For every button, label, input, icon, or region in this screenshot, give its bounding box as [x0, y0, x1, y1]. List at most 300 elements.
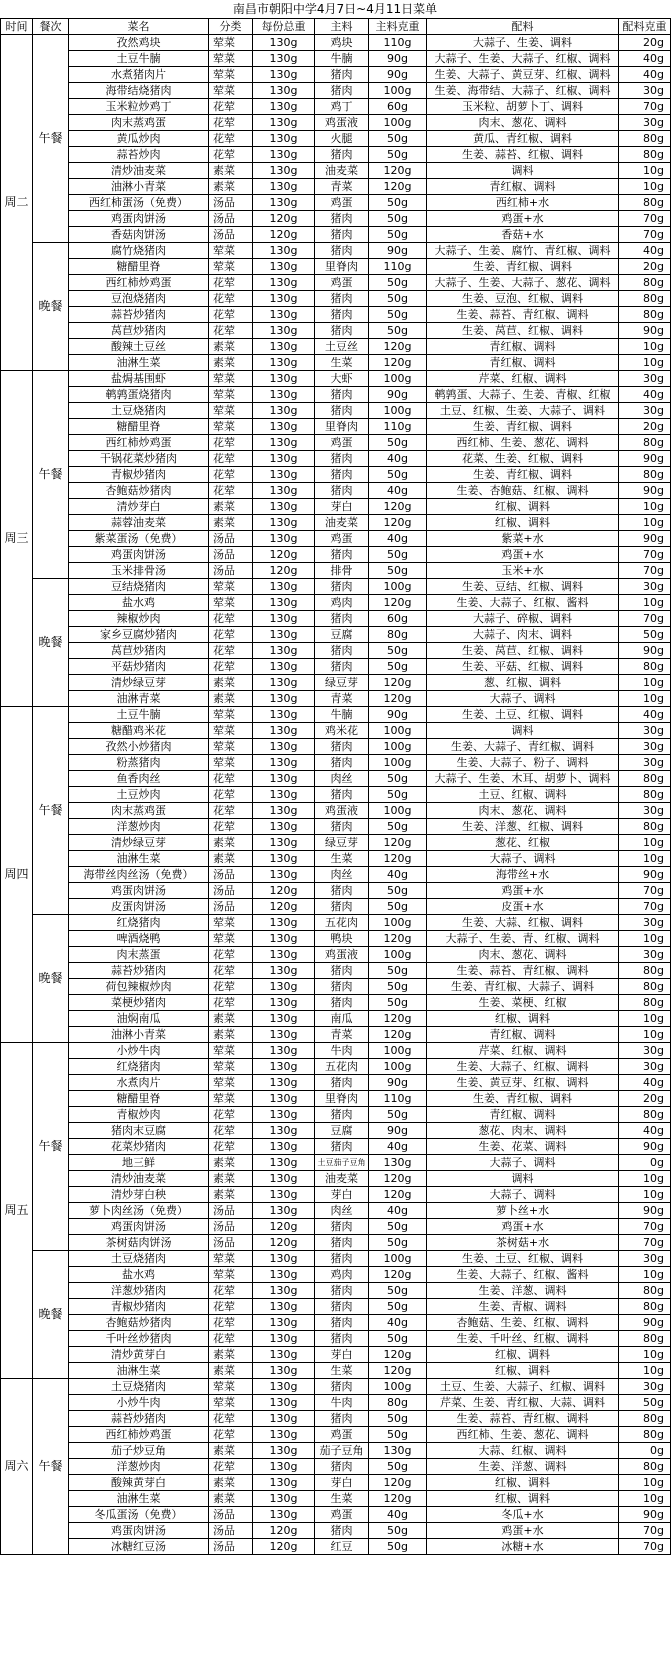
header-side-weight: 配料克重: [619, 19, 671, 35]
dish-side-weight: 70g: [619, 1235, 671, 1251]
dish-side-ingredients: 皮蛋+水: [427, 899, 619, 915]
dish-side-ingredients: 西红柿、生姜、葱花、调料: [427, 1427, 619, 1443]
table-row: [1, 979, 671, 995]
dish-main-weight: 120g: [369, 163, 427, 179]
dish-name: 香菇肉饼汤: [69, 227, 209, 243]
dish-name: 花菜炒猪肉: [69, 1139, 209, 1155]
dish-main-weight: 50g: [369, 1459, 427, 1475]
dish-main-weight: 50g: [369, 979, 427, 995]
dish-main-weight: 50g: [369, 963, 427, 979]
dish-category: 素菜: [209, 1363, 253, 1379]
meal-cell: 晚餐: [33, 915, 69, 1043]
dish-total-weight: 130g: [253, 915, 315, 931]
header-time: 时间: [1, 19, 33, 35]
dish-side-weight: 10g: [619, 1363, 671, 1379]
dish-total-weight: 130g: [253, 627, 315, 643]
dish-total-weight: 130g: [253, 387, 315, 403]
dish-side-weight: 20g: [619, 35, 671, 51]
table-row: [1, 851, 671, 867]
dish-side-ingredients: 海带丝+水: [427, 867, 619, 883]
dish-category: 素菜: [209, 515, 253, 531]
dish-side-ingredients: 葱花、红椒: [427, 835, 619, 851]
dish-main-weight: 50g: [369, 1107, 427, 1123]
dish-main-weight: 50g: [369, 819, 427, 835]
dish-total-weight: 130g: [253, 867, 315, 883]
header-side-ingredients: 配料: [427, 19, 619, 35]
dish-side-weight: 30g: [619, 403, 671, 419]
dish-name: 红烧猪肉: [69, 915, 209, 931]
table-row: [1, 1411, 671, 1427]
dish-total-weight: 130g: [253, 1379, 315, 1395]
dish-main-weight: 120g: [369, 339, 427, 355]
dish-category: 素菜: [209, 1171, 253, 1187]
dish-name: 酸辣土豆丝: [69, 339, 209, 355]
dish-total-weight: 130g: [253, 1395, 315, 1411]
dish-name: 黄瓜炒肉: [69, 131, 209, 147]
dish-total-weight: 130g: [253, 835, 315, 851]
dish-main-weight: 50g: [369, 291, 427, 307]
dish-side-ingredients: 鸡蛋+水: [427, 1219, 619, 1235]
dish-name: 鸡蛋肉饼汤: [69, 211, 209, 227]
dish-category: 花荤: [209, 819, 253, 835]
dish-name: 茶树菇肉饼汤: [69, 1235, 209, 1251]
dish-total-weight: 130g: [253, 1187, 315, 1203]
dish-main-ingredient: 猪肉: [315, 547, 369, 563]
dish-side-ingredients: 鸡蛋+水: [427, 211, 619, 227]
dish-side-ingredients: 调料: [427, 723, 619, 739]
dish-main-ingredient: 南瓜: [315, 1011, 369, 1027]
menu-title: 南昌市朝阳中学4月7日~4月11日菜单: [232, 2, 438, 16]
dish-name: 青椒炒猪肉: [69, 467, 209, 483]
dish-main-weight: 100g: [369, 1059, 427, 1075]
dish-name: 豆泡烧猪肉: [69, 291, 209, 307]
dish-main-ingredient: 鸭块: [315, 931, 369, 947]
dish-total-weight: 130g: [253, 291, 315, 307]
dish-category: 素菜: [209, 179, 253, 195]
dish-category: 汤品: [209, 1235, 253, 1251]
dish-side-ingredients: 生姜、洋葱、调料: [427, 1283, 619, 1299]
dish-side-ingredients: 玉米+水: [427, 563, 619, 579]
dish-side-ingredients: 生姜、花菜、调料: [427, 1139, 619, 1155]
dish-total-weight: 130g: [253, 1043, 315, 1059]
dish-total-weight: 130g: [253, 531, 315, 547]
dish-category: 汤品: [209, 211, 253, 227]
table-row: [1, 995, 671, 1011]
dish-main-ingredient: 猪肉: [315, 899, 369, 915]
dish-main-ingredient: 肉丝: [315, 867, 369, 883]
dish-name: 糖醋鸡米花: [69, 723, 209, 739]
dish-name: 水煮猪肉片: [69, 67, 209, 83]
dish-category: 汤品: [209, 227, 253, 243]
dish-category: 花荤: [209, 1299, 253, 1315]
dish-side-weight: 80g: [619, 1427, 671, 1443]
dish-main-ingredient: 油麦菜: [315, 515, 369, 531]
dish-name: 清炒芽白: [69, 499, 209, 515]
dish-category: 素菜: [209, 163, 253, 179]
dish-name: 青椒炒肉: [69, 1107, 209, 1123]
dish-name: 糖醋里脊: [69, 259, 209, 275]
dish-side-weight: 90g: [619, 867, 671, 883]
dish-side-weight: 90g: [619, 1203, 671, 1219]
dish-side-weight: 40g: [619, 67, 671, 83]
dish-side-weight: 30g: [619, 803, 671, 819]
dish-side-weight: 50g: [619, 1395, 671, 1411]
dish-name: 蒜苔炒猪肉: [69, 963, 209, 979]
dish-total-weight: 130g: [253, 819, 315, 835]
dish-main-ingredient: 土豆丝: [315, 339, 369, 355]
table-row: [1, 531, 671, 547]
dish-main-weight: 50g: [369, 899, 427, 915]
dish-main-ingredient: 猪肉: [315, 1315, 369, 1331]
dish-side-weight: 10g: [619, 515, 671, 531]
dish-category: 花荤: [209, 787, 253, 803]
day-cell: 周五: [1, 1043, 33, 1379]
dish-side-ingredients: 红椒、调料: [427, 1363, 619, 1379]
table-row: [1, 323, 671, 339]
dish-total-weight: 130g: [253, 147, 315, 163]
dish-name: 干锅花菜炒猪肉: [69, 451, 209, 467]
dish-main-ingredient: 鸡蛋: [315, 435, 369, 451]
table-row: [1, 1507, 671, 1523]
dish-name: 油淋生菜: [69, 851, 209, 867]
dish-side-weight: 30g: [619, 739, 671, 755]
dish-side-ingredients: 大蒜子、调料: [427, 691, 619, 707]
dish-main-weight: 120g: [369, 675, 427, 691]
dish-main-weight: 50g: [369, 643, 427, 659]
table-row: [1, 1011, 671, 1027]
dish-side-weight: 80g: [619, 1299, 671, 1315]
table-row: [1, 1315, 671, 1331]
dish-total-weight: 130g: [253, 851, 315, 867]
dish-main-weight: 50g: [369, 1331, 427, 1347]
dish-main-ingredient: 猪肉: [315, 483, 369, 499]
dish-name: 土豆烧猪肉: [69, 1251, 209, 1267]
dish-category: 荤菜: [209, 1379, 253, 1395]
dish-name: 辣椒炒肉: [69, 611, 209, 627]
dish-main-ingredient: 鸡肉: [315, 1267, 369, 1283]
dish-category: 荤菜: [209, 1075, 253, 1091]
dish-side-weight: 70g: [619, 1219, 671, 1235]
table-row: [1, 275, 671, 291]
dish-side-weight: 10g: [619, 675, 671, 691]
dish-side-weight: 40g: [619, 1123, 671, 1139]
dish-name: 小炒牛肉: [69, 1043, 209, 1059]
dish-side-weight: 80g: [619, 979, 671, 995]
dish-category: 花荤: [209, 323, 253, 339]
dish-side-weight: 80g: [619, 819, 671, 835]
table-row: [1, 1187, 671, 1203]
dish-side-weight: 80g: [619, 291, 671, 307]
dish-category: 荤菜: [209, 243, 253, 259]
dish-main-ingredient: 猪肉: [315, 67, 369, 83]
dish-side-ingredients: 红椒、调料: [427, 1475, 619, 1491]
table-row: [1, 355, 671, 371]
dish-main-weight: 40g: [369, 451, 427, 467]
dish-side-weight: 80g: [619, 1459, 671, 1475]
dish-main-ingredient: 猪肉: [315, 1251, 369, 1267]
dish-category: 荤菜: [209, 755, 253, 771]
dish-name: 土豆牛腩: [69, 51, 209, 67]
dish-total-weight: 130g: [253, 1107, 315, 1123]
table-row: [1, 1491, 671, 1507]
dish-main-weight: 50g: [369, 995, 427, 1011]
dish-total-weight: 130g: [253, 307, 315, 323]
dish-main-ingredient: 猪肉: [315, 307, 369, 323]
dish-total-weight: 130g: [253, 499, 315, 515]
table-header: [1, 19, 671, 35]
table-row: [1, 1363, 671, 1379]
dish-main-weight: 100g: [369, 403, 427, 419]
dish-name: 小炒牛肉: [69, 1395, 209, 1411]
dish-main-weight: 120g: [369, 355, 427, 371]
dish-side-ingredients: 红椒、调料: [427, 1491, 619, 1507]
dish-main-ingredient: 鸡丁: [315, 99, 369, 115]
meal-cell: 午餐: [33, 35, 69, 243]
dish-category: 荤菜: [209, 1091, 253, 1107]
dish-main-ingredient: 猪肉: [315, 1331, 369, 1347]
table-row: [1, 899, 671, 915]
table-row: [1, 1091, 671, 1107]
dish-name: 千叶丝炒猪肉: [69, 1331, 209, 1347]
dish-side-weight: 30g: [619, 371, 671, 387]
dish-total-weight: 130g: [253, 691, 315, 707]
dish-total-weight: 120g: [253, 563, 315, 579]
dish-category: 素菜: [209, 339, 253, 355]
dish-side-weight: 70g: [619, 1539, 671, 1555]
table-row: [1, 339, 671, 355]
dish-main-ingredient: 青菜: [315, 1027, 369, 1043]
dish-name: 鱼香肉丝: [69, 771, 209, 787]
dish-main-weight: 50g: [369, 307, 427, 323]
dish-main-weight: 50g: [369, 195, 427, 211]
dish-main-weight: 40g: [369, 1203, 427, 1219]
dish-main-ingredient: 牛腩: [315, 707, 369, 723]
dish-side-weight: 10g: [619, 1011, 671, 1027]
dish-name: 西红柿炒鸡蛋: [69, 1427, 209, 1443]
dish-total-weight: 130g: [253, 1075, 315, 1091]
dish-main-weight: 50g: [369, 771, 427, 787]
table-row: [1, 243, 671, 259]
dish-main-ingredient: 猪肉: [315, 883, 369, 899]
dish-name: 冬瓜蛋汤（免费）: [69, 1507, 209, 1523]
dish-name: 土豆牛腩: [69, 707, 209, 723]
dish-main-ingredient: 油麦菜: [315, 163, 369, 179]
header-main-ingredient: 主料: [315, 19, 369, 35]
dish-main-ingredient: 绿豆芽: [315, 835, 369, 851]
dish-main-weight: 50g: [369, 563, 427, 579]
dish-category: 荤菜: [209, 67, 253, 83]
dish-name: 清炒绿豆芽: [69, 675, 209, 691]
table-row: [1, 1235, 671, 1251]
dish-main-ingredient: 鸡蛋: [315, 531, 369, 547]
dish-main-ingredient: 鸡蛋: [315, 195, 369, 211]
dish-total-weight: 130g: [253, 275, 315, 291]
dish-side-ingredients: 冬瓜+水: [427, 1507, 619, 1523]
dish-total-weight: 120g: [253, 1539, 315, 1555]
dish-side-ingredients: 青红椒、调料: [427, 179, 619, 195]
table-row: [1, 915, 671, 931]
dish-main-weight: 90g: [369, 387, 427, 403]
table-row: [1, 611, 671, 627]
dish-side-weight: 90g: [619, 531, 671, 547]
dish-category: 素菜: [209, 499, 253, 515]
dish-side-ingredients: 生姜、菜梗、红椒: [427, 995, 619, 1011]
dish-name: 蒜蓉油麦菜: [69, 515, 209, 531]
table-row: [1, 867, 671, 883]
table-row: [1, 595, 671, 611]
dish-main-ingredient: 牛腩: [315, 51, 369, 67]
dish-name: 平菇炒猪肉: [69, 659, 209, 675]
dish-category: 花荤: [209, 1411, 253, 1427]
dish-main-weight: 50g: [369, 787, 427, 803]
dish-main-ingredient: 鸡蛋: [315, 275, 369, 291]
dish-main-weight: 100g: [369, 1251, 427, 1267]
table-row: [1, 563, 671, 579]
dish-main-weight: 40g: [369, 531, 427, 547]
table-row: [1, 115, 671, 131]
dish-name: 青椒炒猪肉: [69, 1299, 209, 1315]
dish-main-ingredient: 猪肉: [315, 243, 369, 259]
dish-category: 荤菜: [209, 1059, 253, 1075]
dish-side-weight: 30g: [619, 755, 671, 771]
dish-total-weight: 130g: [253, 723, 315, 739]
dish-side-ingredients: 大蒜子、调料: [427, 1187, 619, 1203]
dish-side-weight: 80g: [619, 131, 671, 147]
dish-side-weight: 40g: [619, 707, 671, 723]
meal-cell: 午餐: [33, 371, 69, 579]
dish-main-ingredient: 猪肉: [315, 1523, 369, 1539]
dish-category: 素菜: [209, 1187, 253, 1203]
header-dish-name: 菜名: [69, 19, 209, 35]
dish-name: 肉末蒸蛋: [69, 947, 209, 963]
dish-category: 素菜: [209, 1027, 253, 1043]
dish-main-weight: 90g: [369, 51, 427, 67]
dish-main-weight: 50g: [369, 1219, 427, 1235]
dish-side-ingredients: 黄瓜、青红椒、调料: [427, 131, 619, 147]
dish-side-weight: 80g: [619, 275, 671, 291]
dish-name: 菜梗炒猪肉: [69, 995, 209, 1011]
dish-total-weight: 120g: [253, 1523, 315, 1539]
dish-main-weight: 130g: [369, 1443, 427, 1459]
dish-side-ingredients: 大蒜子、生姜、青、红椒、调料: [427, 931, 619, 947]
dish-total-weight: 130g: [253, 1283, 315, 1299]
dish-name: 糖醋里脊: [69, 1091, 209, 1107]
dish-name: 莴苣炒猪肉: [69, 323, 209, 339]
dish-category: 汤品: [209, 531, 253, 547]
meal-cell: 晚餐: [33, 243, 69, 371]
dish-main-ingredient: 芽白: [315, 1187, 369, 1203]
meal-cell: 晚餐: [33, 1251, 69, 1379]
dish-main-ingredient: 生菜: [315, 851, 369, 867]
dish-name: 杏鲍菇炒猪肉: [69, 1315, 209, 1331]
table-row: [1, 1395, 671, 1411]
dish-main-weight: 40g: [369, 1139, 427, 1155]
table-row: [1, 1059, 671, 1075]
dish-main-ingredient: 猪肉: [315, 755, 369, 771]
dish-side-ingredients: 生姜、大蒜子、青红椒、调料: [427, 739, 619, 755]
dish-side-ingredients: 花菜、生姜、红椒、调料: [427, 451, 619, 467]
dish-side-weight: 30g: [619, 915, 671, 931]
dish-category: 汤品: [209, 195, 253, 211]
dish-total-weight: 130g: [253, 979, 315, 995]
table-row: [1, 819, 671, 835]
dish-side-ingredients: 鹌鹑蛋、大蒜子、生姜、青椒、红椒: [427, 387, 619, 403]
dish-main-weight: 100g: [369, 915, 427, 931]
dish-name: 啤酒烧鸭: [69, 931, 209, 947]
dish-side-weight: 40g: [619, 387, 671, 403]
dish-name: 盐焗基围虾: [69, 371, 209, 387]
dish-side-ingredients: 生姜、大蒜子、黄豆芽、红椒、调料: [427, 67, 619, 83]
dish-main-ingredient: 芽白: [315, 1347, 369, 1363]
dish-main-ingredient: 猪肉: [315, 659, 369, 675]
dish-main-ingredient: 猪肉: [315, 995, 369, 1011]
dish-side-ingredients: 西红柿、生姜、葱花、调料: [427, 435, 619, 451]
dish-category: 花荤: [209, 451, 253, 467]
header-row: [1, 19, 671, 35]
dish-category: 荤菜: [209, 35, 253, 51]
dish-side-ingredients: 生姜、豆结、红椒、调料: [427, 579, 619, 595]
table-row: [1, 739, 671, 755]
dish-main-ingredient: 鸡蛋液: [315, 947, 369, 963]
dish-side-weight: 40g: [619, 1075, 671, 1091]
dish-side-weight: 80g: [619, 307, 671, 323]
dish-total-weight: 130g: [253, 83, 315, 99]
dish-main-weight: 120g: [369, 931, 427, 947]
dish-name: 清炒油麦菜: [69, 1171, 209, 1187]
dish-main-weight: 50g: [369, 1283, 427, 1299]
dish-category: 素菜: [209, 1347, 253, 1363]
dish-total-weight: 130g: [253, 467, 315, 483]
dish-total-weight: 130g: [253, 1027, 315, 1043]
dish-category: 荤菜: [209, 707, 253, 723]
dish-total-weight: 130g: [253, 1443, 315, 1459]
dish-name: 鸡蛋肉饼汤: [69, 1219, 209, 1235]
table-row: [1, 211, 671, 227]
dish-category: 荤菜: [209, 1267, 253, 1283]
dish-total-weight: 130g: [253, 1123, 315, 1139]
dish-side-weight: 70g: [619, 227, 671, 243]
dish-main-ingredient: 鸡蛋液: [315, 115, 369, 131]
day-cell: 周六: [1, 1379, 33, 1555]
dish-name: 洋葱炒猪肉: [69, 1283, 209, 1299]
dish-total-weight: 130g: [253, 1299, 315, 1315]
dish-total-weight: 130g: [253, 483, 315, 499]
table-row: [1, 1475, 671, 1491]
dish-category: 素菜: [209, 851, 253, 867]
dish-name: 酸辣黄芽白: [69, 1475, 209, 1491]
dish-category: 荤菜: [209, 419, 253, 435]
dish-total-weight: 120g: [253, 1235, 315, 1251]
dish-side-weight: 70g: [619, 547, 671, 563]
table-row: [1, 579, 671, 595]
dish-name: 玉米粒炒鸡丁: [69, 99, 209, 115]
dish-main-ingredient: 肉丝: [315, 1203, 369, 1219]
dish-side-ingredients: 生姜、青红椒、调料: [427, 467, 619, 483]
dish-main-ingredient: 土豆茄子豆角: [315, 1155, 369, 1171]
dish-side-ingredients: 生姜、千叶丝、红椒、调料: [427, 1331, 619, 1347]
dish-name: 萝卜肉丝汤（免费）: [69, 1203, 209, 1219]
dish-main-ingredient: 排骨: [315, 563, 369, 579]
dish-total-weight: 130g: [253, 755, 315, 771]
dish-main-ingredient: 生菜: [315, 1363, 369, 1379]
dish-main-weight: 90g: [369, 1123, 427, 1139]
table-row: [1, 499, 671, 515]
dish-side-weight: 70g: [619, 1523, 671, 1539]
dish-side-ingredients: 青红椒、调料: [427, 339, 619, 355]
dish-main-weight: 120g: [369, 1475, 427, 1491]
dish-category: 花荤: [209, 307, 253, 323]
dish-name: 油淋生菜: [69, 1491, 209, 1507]
